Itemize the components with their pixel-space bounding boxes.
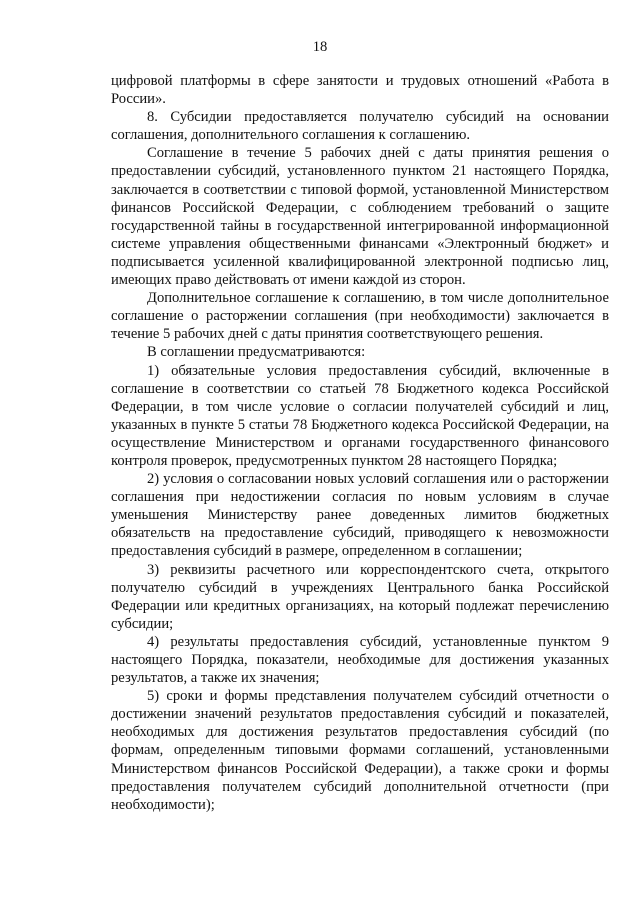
paragraph-additional-agreement: Дополнительное соглашение к соглашению, в том числе дополнительное соглашение о расторжении соглашения (при необходимости) заключается в течение 5 рабочих дней с даты принятия соответствующего решения. [111,290,609,343]
list-item-5: 5) сроки и формы представления получателем субсидий отчетности о достижении значений результатов предоставления субсидий и показателей, необходимых для достижения результатов предоставления субсидий (по формам, определенным типовыми формами соглашений, установленными Министерством финансов Российской Федерации), а также сроки и формы предоставления получателем субсидий дополнительной отчетности (при необходимости); [111,688,609,813]
paragraph-item-8: 8. Субсидии предоставляется получателю субсидий на основании соглашения, дополнительного соглашения к соглашению. [111,109,609,144]
list-item-4: 4) результаты предоставления субсидий, установленные пунктом 9 настоящего Порядка, показатели, необходимые для достижения указанных результатов, а также их значения; [111,633,609,687]
list-item-3: 3) реквизиты расчетного или корреспондентского счета, открытого получателю субсидий в учреждениях Центрального банка Российской Федерации или кредитных организациях, на который подлежат перечислению субсидии; [111,561,609,632]
paragraph-agreement: Соглашение в течение 5 рабочих дней с даты принятия решения о предоставлении субсидий, установленного пунктом 21 настоящего Порядка, заключается в соответствии с типовой формой, установленной Министерством финансов Российской Федерации, с соблюдением требований о защите государственной тайны в государственной интегрированной информационной системе управления общественными финансами «Электронный бюджет» и подписывается усиленной квалифицированной электронной подписью лиц, имеющих право действовать от имени каждой из сторон. [111,145,609,289]
list-item-2: 2) условия о согласовании новых условий соглашения или о расторжении соглашения при недостижении согласия по новым условиям в случае уменьшения Министерству ранее доведенных лимитов бюджетных обязательств на предоставление субсидий, приводящего к невозможности предоставления субсидий в размере, определенном в соглашении; [111,471,609,560]
document-body [111,72,609,814]
list-item-1: 1) обязательные условия предоставления субсидий, включенные в соглашение в соответствии со статьей 78 Бюджетного кодекса Российской Федерации, в том числе условие о согласии получателей субсидий и лиц, указанных в пункте 5 статьи 78 Бюджетного кодекса Российской Федерации, на осуществление Министерством и органами государственного финансового контроля проверок, предусмотренных пунктом 28 настоящего Порядка; [111,362,609,469]
page-number: 18 [312,39,328,55]
paragraph-continuation: цифровой платформы в сфере занятости и трудовых отношений «Работа в России». [111,73,609,108]
paragraph-agreement-provisions: В соглашении предусматриваются: [147,344,366,361]
